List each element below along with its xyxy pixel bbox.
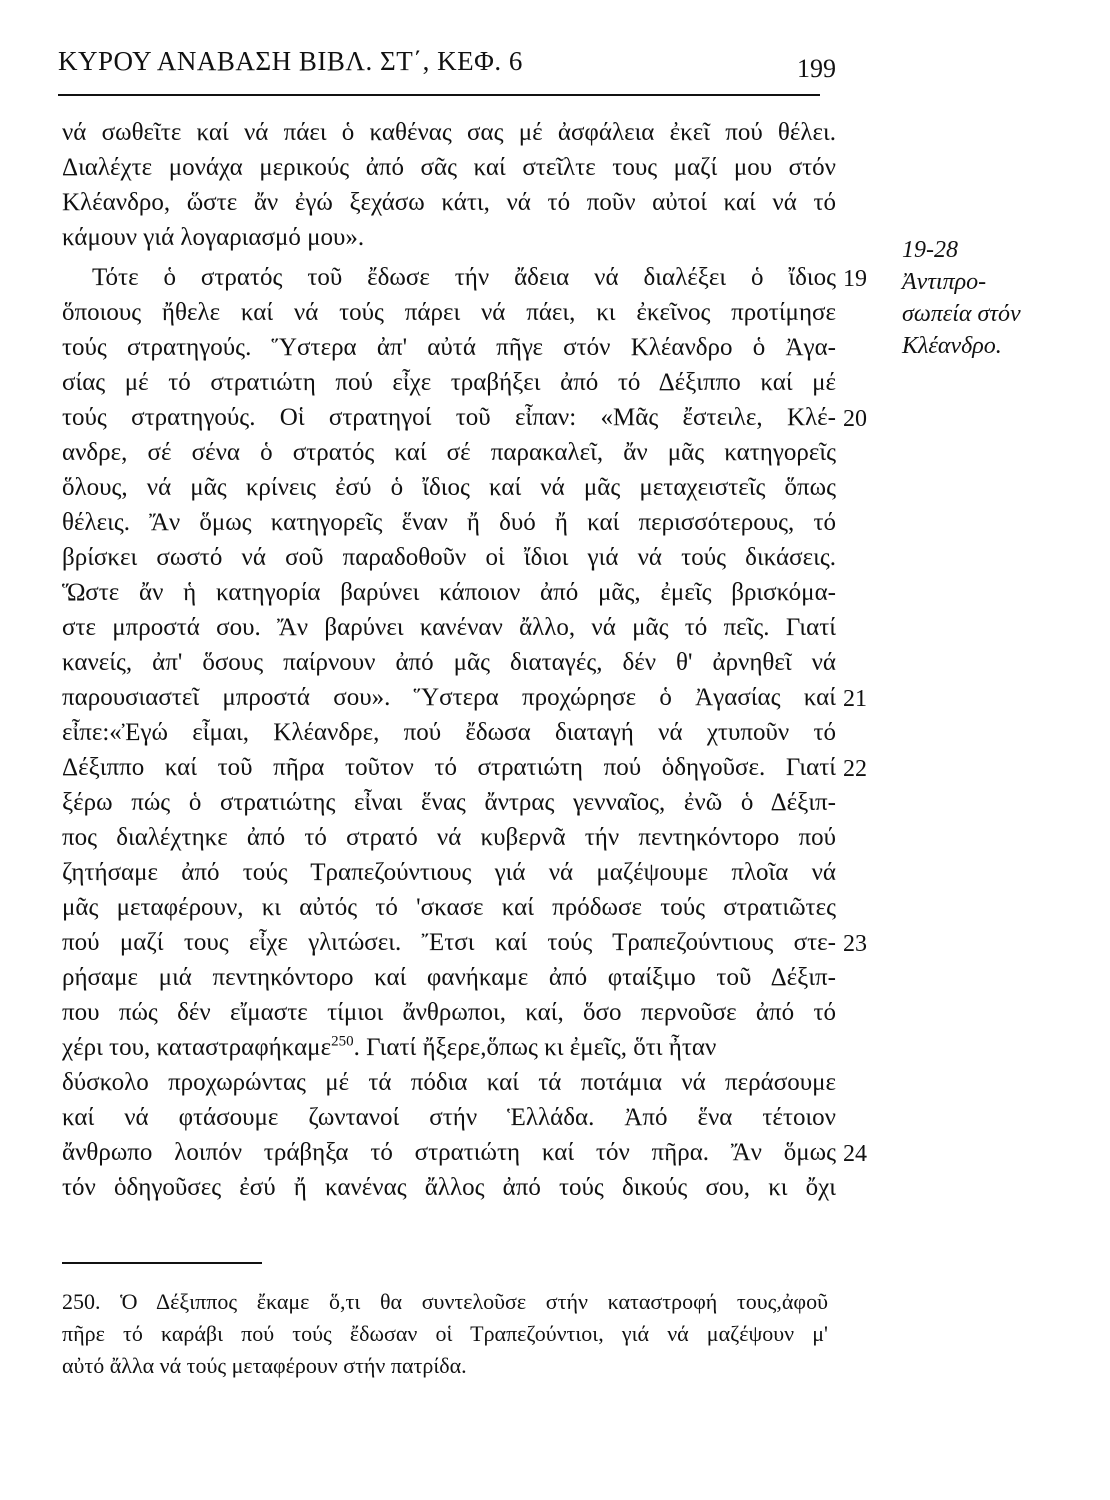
footnote-line: 250. Ὁ Δέξιππος ἔκαμε ὅ,τι θα συντελοῦσε στήν καταστροφή τους,ἀφοῦ [62,1289,828,1314]
footnote-rule [62,1262,262,1264]
body-line: πος διαλέχτηκε ἀπό τό στρατό νά κυβερνᾶ τήν πεντηκόντορο πού [62,824,836,851]
margin-note-line: σωπεία στόν [902,301,1021,327]
body-line: ξέρω πώς ὁ στρατιώτης εἶναι ἕνας ἄντρας γενναῖος, ἐνῶ ὁ Δέξιπ- [62,789,836,816]
body-line: Δέξιππο καί τοῦ πῆρα τοῦτον τό στρατιώτη πού ὁδηγοῦσε. Γιατί [62,754,836,781]
body-line: τούς στρατηγούς. Οἱ στρατηγοί τοῦ εἶπαν: «Μᾶς ἔστειλε, Κλέ- [62,404,836,431]
section-number: 22 [843,756,867,782]
section-number: 23 [843,931,867,957]
body-line: κανείς, ἀπ' ὅσους παίρνουν ἀπό μᾶς διαταγές, δέν θ' ἀρνηθεῖ νά [62,649,836,676]
margin-note-line: Κλέανδρο. [902,333,1002,359]
body-line-with-footnote-ref [62,1033,836,1063]
body-line: τούς στρατηγούς. Ὕστερα ἀπ' αὐτά πῆγε στόν Κλέανδρο ὁ Ἀγα- [62,334,836,361]
footnote-reference[interactable]: 250 [331,1033,354,1050]
section-number: 21 [843,686,867,712]
body-line: ὅποιους ἤθελε καί νά τούς πάρει νά πάει, κι ἐκεῖνος προτίμησε [62,299,836,326]
body-line: στε μπροστά σου. Ἄν βαρύνει κανέναν ἄλλο, νά μᾶς τό πεῖς. Γιατί [62,614,836,641]
body-line: ὅλους, νά μᾶς κρίνεις ἐσύ ὁ ἴδιος καί νά μᾶς μεταχειστεῖς ὅπως [62,474,836,501]
body-line: δύσκολο προχωρώντας μέ τά πόδια καί τά ποτάμια νά περάσουμε [62,1069,836,1096]
body-line: σίας μέ τό στρατιώτη πού εἶχε τραβήξει ἀπό τό Δέξιππο καί μέ [62,369,836,396]
body-line: ανδρε, σέ σένα ὁ στρατός καί σέ παρακαλεῖ, ἄν μᾶς κατηγορεῖς [62,439,836,466]
body-line: που πώς δέν εἴμαστε τίμιοι ἄνθρωποι, καί, ὅσο περνοῦσε ἀπό τό [62,999,836,1026]
body-line: Κλέανδρο, ὥστε ἄν ἐγώ ξεχάσω κάτι, νά τό ποῦν αὐτοί καί νά τό [62,189,836,216]
section-number: 24 [843,1141,867,1167]
body-line: Διαλέχτε μονάχα μερικούς ἀπό σᾶς καί στεῖλτε τους μαζί μου στόν [62,154,836,181]
body-line-start: χέρι του, καταστραφήκαμε [62,1034,332,1061]
body-line: ζητήσαμε ἀπό τούς Τραπεζούντιους γιά νά μαζέψουμε πλοῖα νά [62,859,836,886]
body-line: ἄνθρωπο λοιπόν τράβηξα τό στρατιώτη καί τόν πῆρα. Ἄν ὅμως [62,1139,836,1166]
body-line: νά σωθεῖτε καί νά πάει ὁ καθένας σας μέ ἀσφάλεια ἐκεῖ πού θέλει. [62,119,836,146]
running-head: ΚΥΡΟΥ ΑΝΑΒΑΣΗ ΒΙΒΛ. ΣΤ΄, ΚΕΦ. 6 [58,46,523,76]
margin-note-range: 19-28 [902,237,958,263]
body-line-end: . Γιατί ἤξερε,ὅπως κι ἐμεῖς, ὅτι ἦταν [353,1034,717,1061]
body-line: Τότε ὁ στρατός τοῦ ἔδωσε τήν ἄδεια νά διαλέξει ὁ ἴδιος [92,264,836,291]
body-line: βρίσκει σωστό νά σοῦ παραδοθοῦν οἱ ἴδιοι γιά νά τούς δικάσεις. [62,544,836,571]
header-rule [58,94,820,96]
body-line: κάμουν γιά λογαριασμό μου». [62,224,365,251]
body-line: μᾶς μεταφέρουν, κι αὐτός τό 'σκασε καί πρόδωσε τούς στρατιῶτες [62,894,836,921]
body-line: τόν ὁδηγοῦσες ἐσύ ἤ κανένας ἄλλος ἀπό τούς δικούς σου, κι ὄχι [62,1174,836,1201]
footnote-line: πῆρε τό καράβι πού τούς ἔδωσαν οἱ Τραπεζούντιοι, γιά νά μαζέψουν μ' [62,1321,828,1346]
body-line: πού μαζί τους εἶχε γλιτώσει. Ἔτσι καί τούς Τραπεζούντιους στε- [62,929,836,956]
body-line: ρήσαμε μιά πεντηκόντορο καί φανήκαμε ἀπό φταίξιμο τοῦ Δέξιπ- [62,964,836,991]
body-line: παρουσιαστεῖ μπροστά σου». Ὕστερα προχώρησε ὁ Ἀγασίας καί [62,684,836,711]
margin-note-line: Ἀντιπρο- [902,269,987,295]
page-number: 199 [797,54,836,83]
body-line: εἶπε:«Ἐγώ εἶμαι, Κλέανδρε, πού ἔδωσα διαταγή νά χτυποῦν τό [62,719,836,746]
body-line: θέλεις. Ἄν ὅμως κατηγορεῖς ἕναν ἤ δυό ἤ καί περισσότερους, τό [62,509,836,536]
body-line: Ὥστε ἄν ἡ κατηγορία βαρύνει κάποιον ἀπό μᾶς, ἐμεῖς βρισκόμα- [62,579,836,606]
section-number: 20 [843,406,867,432]
body-line: καί νά φτάσουμε ζωντανοί στήν Ἑλλάδα. Ἀπό ἕνα τέτοιον [62,1104,836,1131]
section-number: 19 [843,266,867,292]
footnote-line: αὐτό ἄλλα νά τούς μεταφέρουν στήν πατρίδα. [62,1353,467,1378]
